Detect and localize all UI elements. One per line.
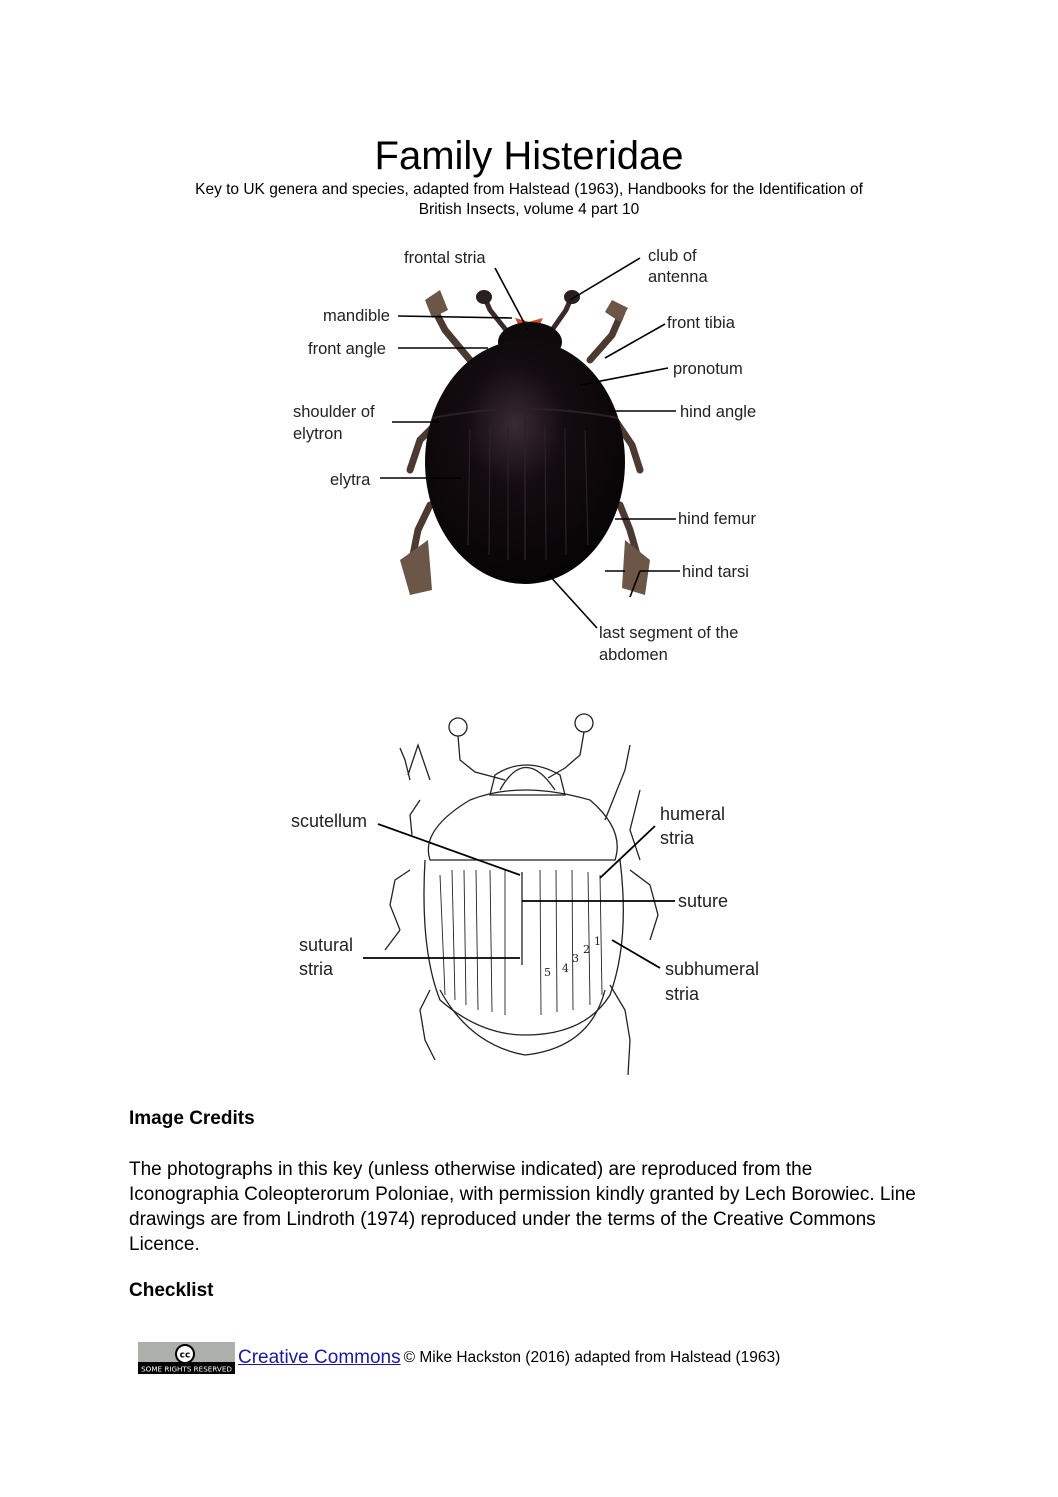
- stria-number-3: 3: [572, 952, 579, 965]
- label-elytra: elytra: [330, 471, 371, 489]
- beetle-line-drawing: [385, 714, 658, 1075]
- footer: [138, 1342, 780, 1374]
- label-frontal-stria: frontal stria: [404, 249, 486, 267]
- cc-badge-symbol: cc: [179, 1350, 191, 1361]
- label-sutural-stria-2: stria: [299, 959, 334, 979]
- stria-number-5: 5: [544, 966, 551, 979]
- label-shoulder-of-elytron-1: shoulder of: [293, 403, 375, 421]
- label-mandible: mandible: [323, 307, 390, 325]
- label-front-tibia: front tibia: [667, 314, 735, 332]
- label-hind-femur: hind femur: [678, 510, 756, 528]
- label-sutural-stria-1: sutural: [299, 935, 354, 955]
- label-humeral-stria-1: humeral: [660, 804, 726, 824]
- page-title: Family Histeridae: [374, 134, 684, 178]
- subtitle-line-2: British Insects, volume 4 part 10: [418, 201, 640, 218]
- label-front-angle: front angle: [308, 340, 386, 358]
- image-credits-heading: Image Credits: [129, 1108, 255, 1129]
- stria-number-4: 4: [562, 962, 569, 975]
- subtitle-line-1: Key to UK genera and species, adapted from Halstead (1963), Handbooks for the Identification of: [195, 181, 863, 198]
- label-hind-tarsi: hind tarsi: [682, 563, 749, 581]
- cc-license-badge-icon[interactable]: [138, 1342, 235, 1374]
- label-subhumeral-stria-2: stria: [665, 984, 700, 1004]
- label-subhumeral-stria-1: subhumeral: [665, 959, 760, 979]
- label-club-of-antenna-1: club of: [648, 247, 697, 265]
- label-humeral-stria-2: stria: [660, 828, 695, 848]
- stria-number-2: 2: [583, 943, 590, 956]
- cc-badge-text: SOME RIGHTS RESERVED: [141, 1364, 232, 1374]
- checklist-heading: Checklist: [129, 1280, 214, 1301]
- label-hind-angle: hind angle: [680, 403, 757, 421]
- label-shoulder-of-elytron-2: elytron: [293, 425, 343, 443]
- label-last-segment-1: last segment of the: [599, 624, 739, 642]
- label-scutellum: scutellum: [291, 811, 368, 831]
- label-suture: suture: [678, 891, 729, 911]
- creative-commons-link[interactable]: Creative Commons: [238, 1347, 401, 1368]
- label-club-of-antenna-2: antenna: [648, 268, 708, 286]
- copyright-text: © Mike Hackston (2016) adapted from Halstead (1963): [403, 1349, 781, 1366]
- image-credits-paragraph: The photographs in this key (unless otherwise indicated) are reproduced from the Iconographia Coleopterorum Poloniae, with permission kindly granted by Lech Borowiec. Line drawings are from Lindroth (1974) reproduced under the terms of the Creative Commons Licence.: [129, 1159, 916, 1255]
- label-last-segment-2: abdomen: [599, 646, 668, 664]
- label-pronotum: pronotum: [673, 360, 743, 378]
- stria-number-1: 1: [594, 935, 601, 948]
